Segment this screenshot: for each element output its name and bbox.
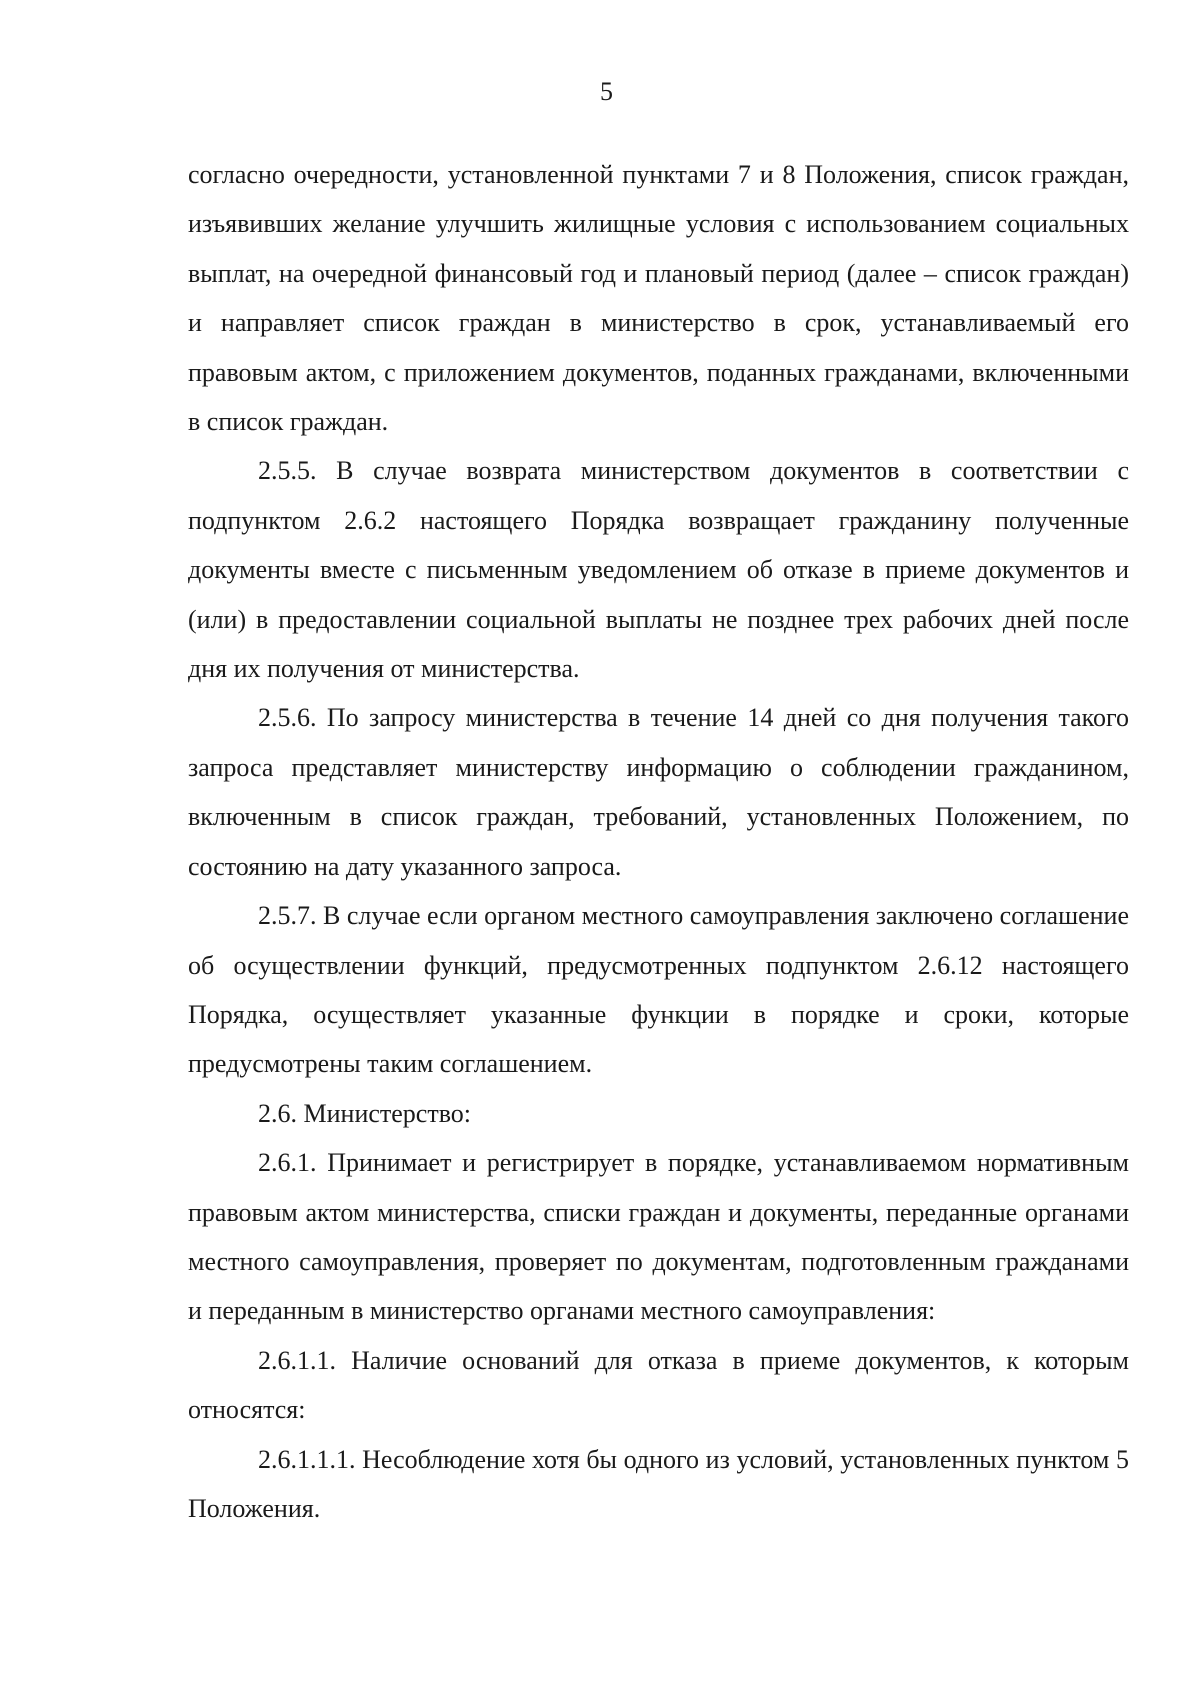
document-body [188, 150, 1129, 1533]
paragraph-2-6-1: 2.6.1. Принимает и регистрирует в порядке, устанавливаемом нормативным правовым актом министерства, списки граждан и документы, переданные органами местного самоуправления, проверяет по документам, подготовленным гражданами и переданным в министерство органами местного самоуправления: [188, 1148, 1129, 1326]
paragraph-2-6-1-1: 2.6.1.1. Наличие оснований для отказа в приеме документов, к которым относятся: [188, 1345, 1129, 1425]
paragraph-2-6-1-1-1: 2.6.1.1.1. Несоблюдение хотя бы одного из условий, установленных пунктом 5 Положения. [188, 1444, 1129, 1523]
paragraph-continuation: согласно очередности, установленной пунктами 7 и 8 Положения, список граждан, изъявивших желание улучшить жилищные условия с использованием социальных выплат, на очередной финансовый год и плановый период (далее – список граждан) и направляет список граждан в министерство в срок, устанавливаемый его правовым актом, с приложением документов, поданных гражданами, включенными в список граждан. [188, 160, 1129, 437]
section-heading-2-6: 2.6. Министерство: [258, 1098, 472, 1128]
paragraph-2-5-6: 2.5.6. По запросу министерства в течение 14 дней со дня получения такого запроса представляет министерству информацию о соблюдении гражданином, включенным в список граждан, требований, установленных Положением, по состоянию на дату указанного запроса. [188, 703, 1129, 881]
page-number: 5 [600, 77, 613, 106]
paragraph-2-5-5: 2.5.5. В случае возврата министерством документов в соответствии с подпунктом 2.6.2 настоящего Порядка возвращает гражданину полученные документы вместе с письменным уведомлением об отказе в приеме документов и (или) в предоставлении социальной выплаты не позднее трех рабочих дней после дня их получения от министерства. [188, 456, 1129, 684]
paragraph-2-5-7: 2.5.7. В случае если органом местного самоуправления заключено соглашение об осуществлении функций, предусмотренных подпунктом 2.6.12 настоящего Порядка, осуществляет указанные функции в порядке и сроки, которые предусмотрены таким соглашением. [188, 901, 1129, 1079]
